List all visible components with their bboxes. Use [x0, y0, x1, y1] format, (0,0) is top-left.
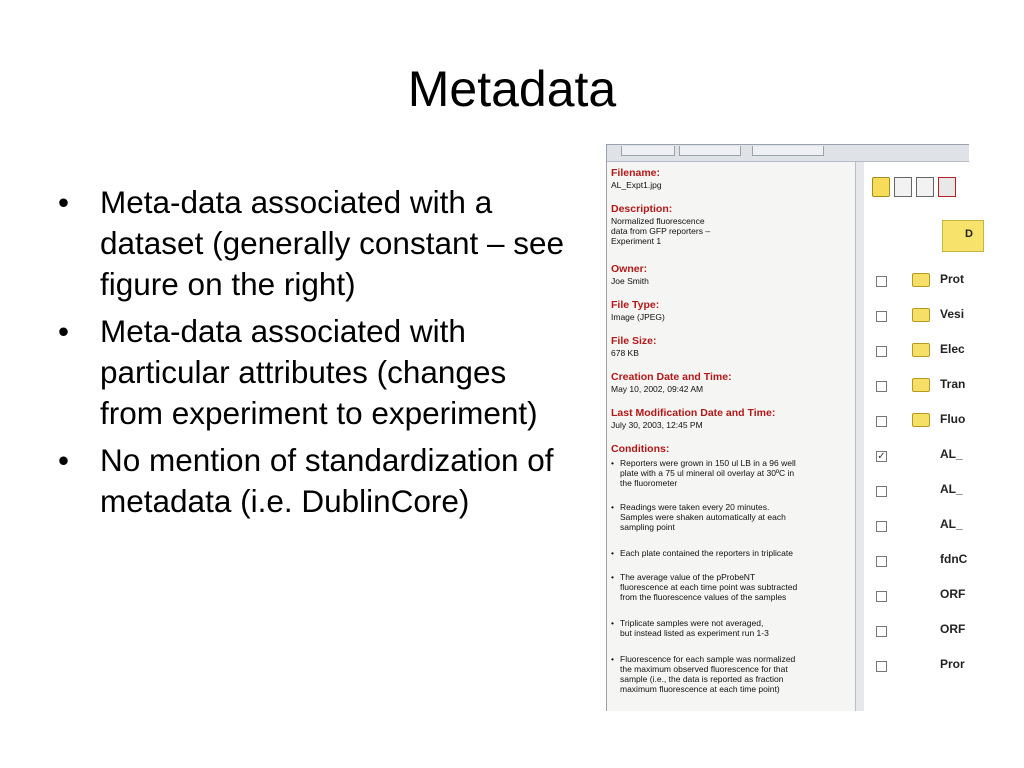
save-icon[interactable]	[894, 177, 912, 197]
bullet-item: • No mention of standardization of metadata (i.e. DublinCore)	[58, 442, 554, 519]
description-line: Experiment 1	[611, 236, 662, 246]
condition-line: fluorescence at each time point was subtracted	[620, 582, 798, 592]
row-checkbox-checked[interactable]: ✓	[877, 451, 886, 462]
toolbar-button[interactable]	[621, 146, 675, 156]
copy-icon[interactable]	[916, 177, 934, 197]
description-line: Normalized fluorescence	[611, 216, 705, 226]
row-checkbox[interactable]	[876, 486, 887, 497]
creation-label: Creation Date and Time:	[611, 371, 732, 383]
condition-line: but instead listed as experiment run 1-3	[620, 628, 769, 638]
file-name: AL_	[940, 517, 963, 531]
download-button-label: D	[965, 228, 973, 240]
file-row[interactable]	[864, 620, 969, 640]
file-list-panel	[864, 162, 973, 711]
folder-icon	[912, 413, 930, 427]
folder-icon	[912, 273, 930, 287]
row-checkbox[interactable]	[876, 521, 887, 532]
toolbar-button[interactable]	[752, 146, 824, 156]
file-type-value: Image (JPEG)	[611, 312, 665, 322]
file-row[interactable]	[864, 480, 969, 500]
file-name: Elec	[940, 342, 965, 356]
file-name: Pror	[940, 657, 965, 671]
delete-icon[interactable]	[938, 177, 956, 197]
bullet-item: • Meta-data associated with particular attributes (changes from experiment to experiment)	[58, 313, 538, 431]
file-size-label: File Size:	[611, 335, 657, 347]
modification-value: July 30, 2003, 12:45 PM	[611, 420, 703, 430]
metadata-panel: Filename: AL_Expt1.jpg Description: Normalized fluorescence data from GFP reporters – Experiment 1 Owner: Joe Smith File Type: Image (JPEG) File Size: 678 KB Creation Date and Time: May 10, 2002, 09:42 AM Last Modification Date and Time: July 30, 2003, 12:45 PM Conditions: • Reporters were grown in 150 ul LB in a 96 well plate with a 75 ul mineral oil overlay at 30ºC in the fluorometer • Readings were taken every 20 minutes. Samples were shaken automatically at each sampling point • Each plate contained the reporters in triplicate • The average value of the pProbeNT fluorescence at each time point was subtracted from the fluorescence values of the samples • Triplicate samples were not averaged, but instead listed as experiment run 1-3 • Fluorescence for each sample was normalized the maximum observed fluorescence for that sample (i.e., the data is reported as fraction maximum fluorescence at each time point)	[607, 162, 855, 711]
condition-line: Reporters were grown in 150 ul LB in a 96 well	[620, 458, 796, 468]
file-row[interactable]	[864, 655, 969, 675]
row-checkbox[interactable]	[876, 556, 887, 567]
folder-icon	[912, 378, 930, 392]
file-row[interactable]	[864, 410, 969, 430]
download-button[interactable]	[942, 220, 984, 252]
bullet-text: Meta-data associated with a dataset (generally constant – see figure on the right)	[100, 184, 565, 302]
condition-line: Samples were shaken automatically at each	[620, 512, 786, 522]
file-type-label: File Type:	[611, 299, 660, 311]
slide-title: Metadata	[407, 61, 617, 117]
filename-value: AL_Expt1.jpg	[611, 180, 662, 190]
condition-line: The average value of the pProbeNT	[620, 572, 756, 582]
bullet-text: Meta-data associated with particular attributes (changes from experiment to experiment)	[100, 313, 538, 431]
condition-line: Fluorescence for each sample was normalized	[620, 654, 796, 664]
file-row[interactable]	[864, 445, 969, 465]
folder-icon	[912, 308, 930, 322]
file-row[interactable]	[864, 305, 969, 325]
file-name: Vesi	[940, 307, 965, 321]
creation-value: May 10, 2002, 09:42 AM	[611, 384, 704, 394]
file-name: Tran	[940, 377, 966, 391]
file-row[interactable]	[864, 550, 969, 570]
row-checkbox[interactable]	[876, 381, 887, 392]
condition-line: sampling point	[620, 522, 675, 532]
condition-line: Each plate contained the reporters in triplicate	[620, 548, 793, 558]
description-label: Description:	[611, 203, 673, 215]
bullet-list	[58, 182, 568, 528]
condition-line: sample (i.e., the data is reported as fraction	[620, 674, 784, 684]
condition-line: from the fluorescence values of the samples	[620, 592, 787, 602]
row-checkbox[interactable]	[876, 661, 887, 672]
condition-line: Readings were taken every 20 minutes.	[620, 502, 770, 512]
file-name: fdnC	[940, 552, 968, 566]
description-line: data from GFP reporters –	[611, 226, 711, 236]
modification-label: Last Modification Date and Time:	[611, 407, 776, 419]
condition-line: the fluorometer	[620, 478, 678, 488]
condition-line: maximum fluorescence at each time point)	[620, 684, 780, 694]
file-name: ORF	[940, 622, 966, 636]
row-checkbox[interactable]	[876, 346, 887, 357]
toolbar-button[interactable]	[679, 146, 741, 156]
file-browser-screenshot	[606, 144, 973, 711]
row-checkbox[interactable]	[876, 276, 887, 287]
file-name: AL_	[940, 447, 963, 461]
open-folder-icon[interactable]	[872, 177, 890, 197]
file-row[interactable]	[864, 375, 969, 395]
toolbar	[607, 145, 969, 162]
condition-line: Triplicate samples were not averaged,	[620, 618, 764, 628]
conditions-label: Conditions:	[611, 443, 670, 455]
bullet-text: No mention of standardization of metadata (i.e. DublinCore)	[100, 442, 554, 519]
bullet-item: • Meta-data associated with a dataset (generally constant – see figure on the right)	[58, 184, 565, 302]
owner-value: Joe Smith	[611, 276, 649, 286]
file-row[interactable]	[864, 340, 969, 360]
file-size-value: 678 KB	[611, 348, 639, 358]
condition-line: plate with a 75 ul mineral oil overlay at 30ºC in	[620, 468, 795, 478]
filename-label: Filename:	[611, 167, 661, 179]
file-name: Fluo	[940, 412, 966, 426]
file-row[interactable]	[864, 515, 969, 535]
condition-line: the maximum observed fluorescence for that	[620, 664, 788, 674]
row-checkbox[interactable]	[876, 591, 887, 602]
row-checkbox[interactable]	[876, 626, 887, 637]
file-row[interactable]	[864, 270, 969, 290]
row-checkbox[interactable]	[876, 311, 887, 322]
file-name: ORF	[940, 587, 966, 601]
owner-label: Owner:	[611, 263, 648, 275]
file-row[interactable]	[864, 585, 969, 605]
folder-icon	[912, 343, 930, 357]
file-name: Prot	[940, 272, 964, 286]
row-checkbox[interactable]	[876, 416, 887, 427]
file-name: AL_	[940, 482, 963, 496]
